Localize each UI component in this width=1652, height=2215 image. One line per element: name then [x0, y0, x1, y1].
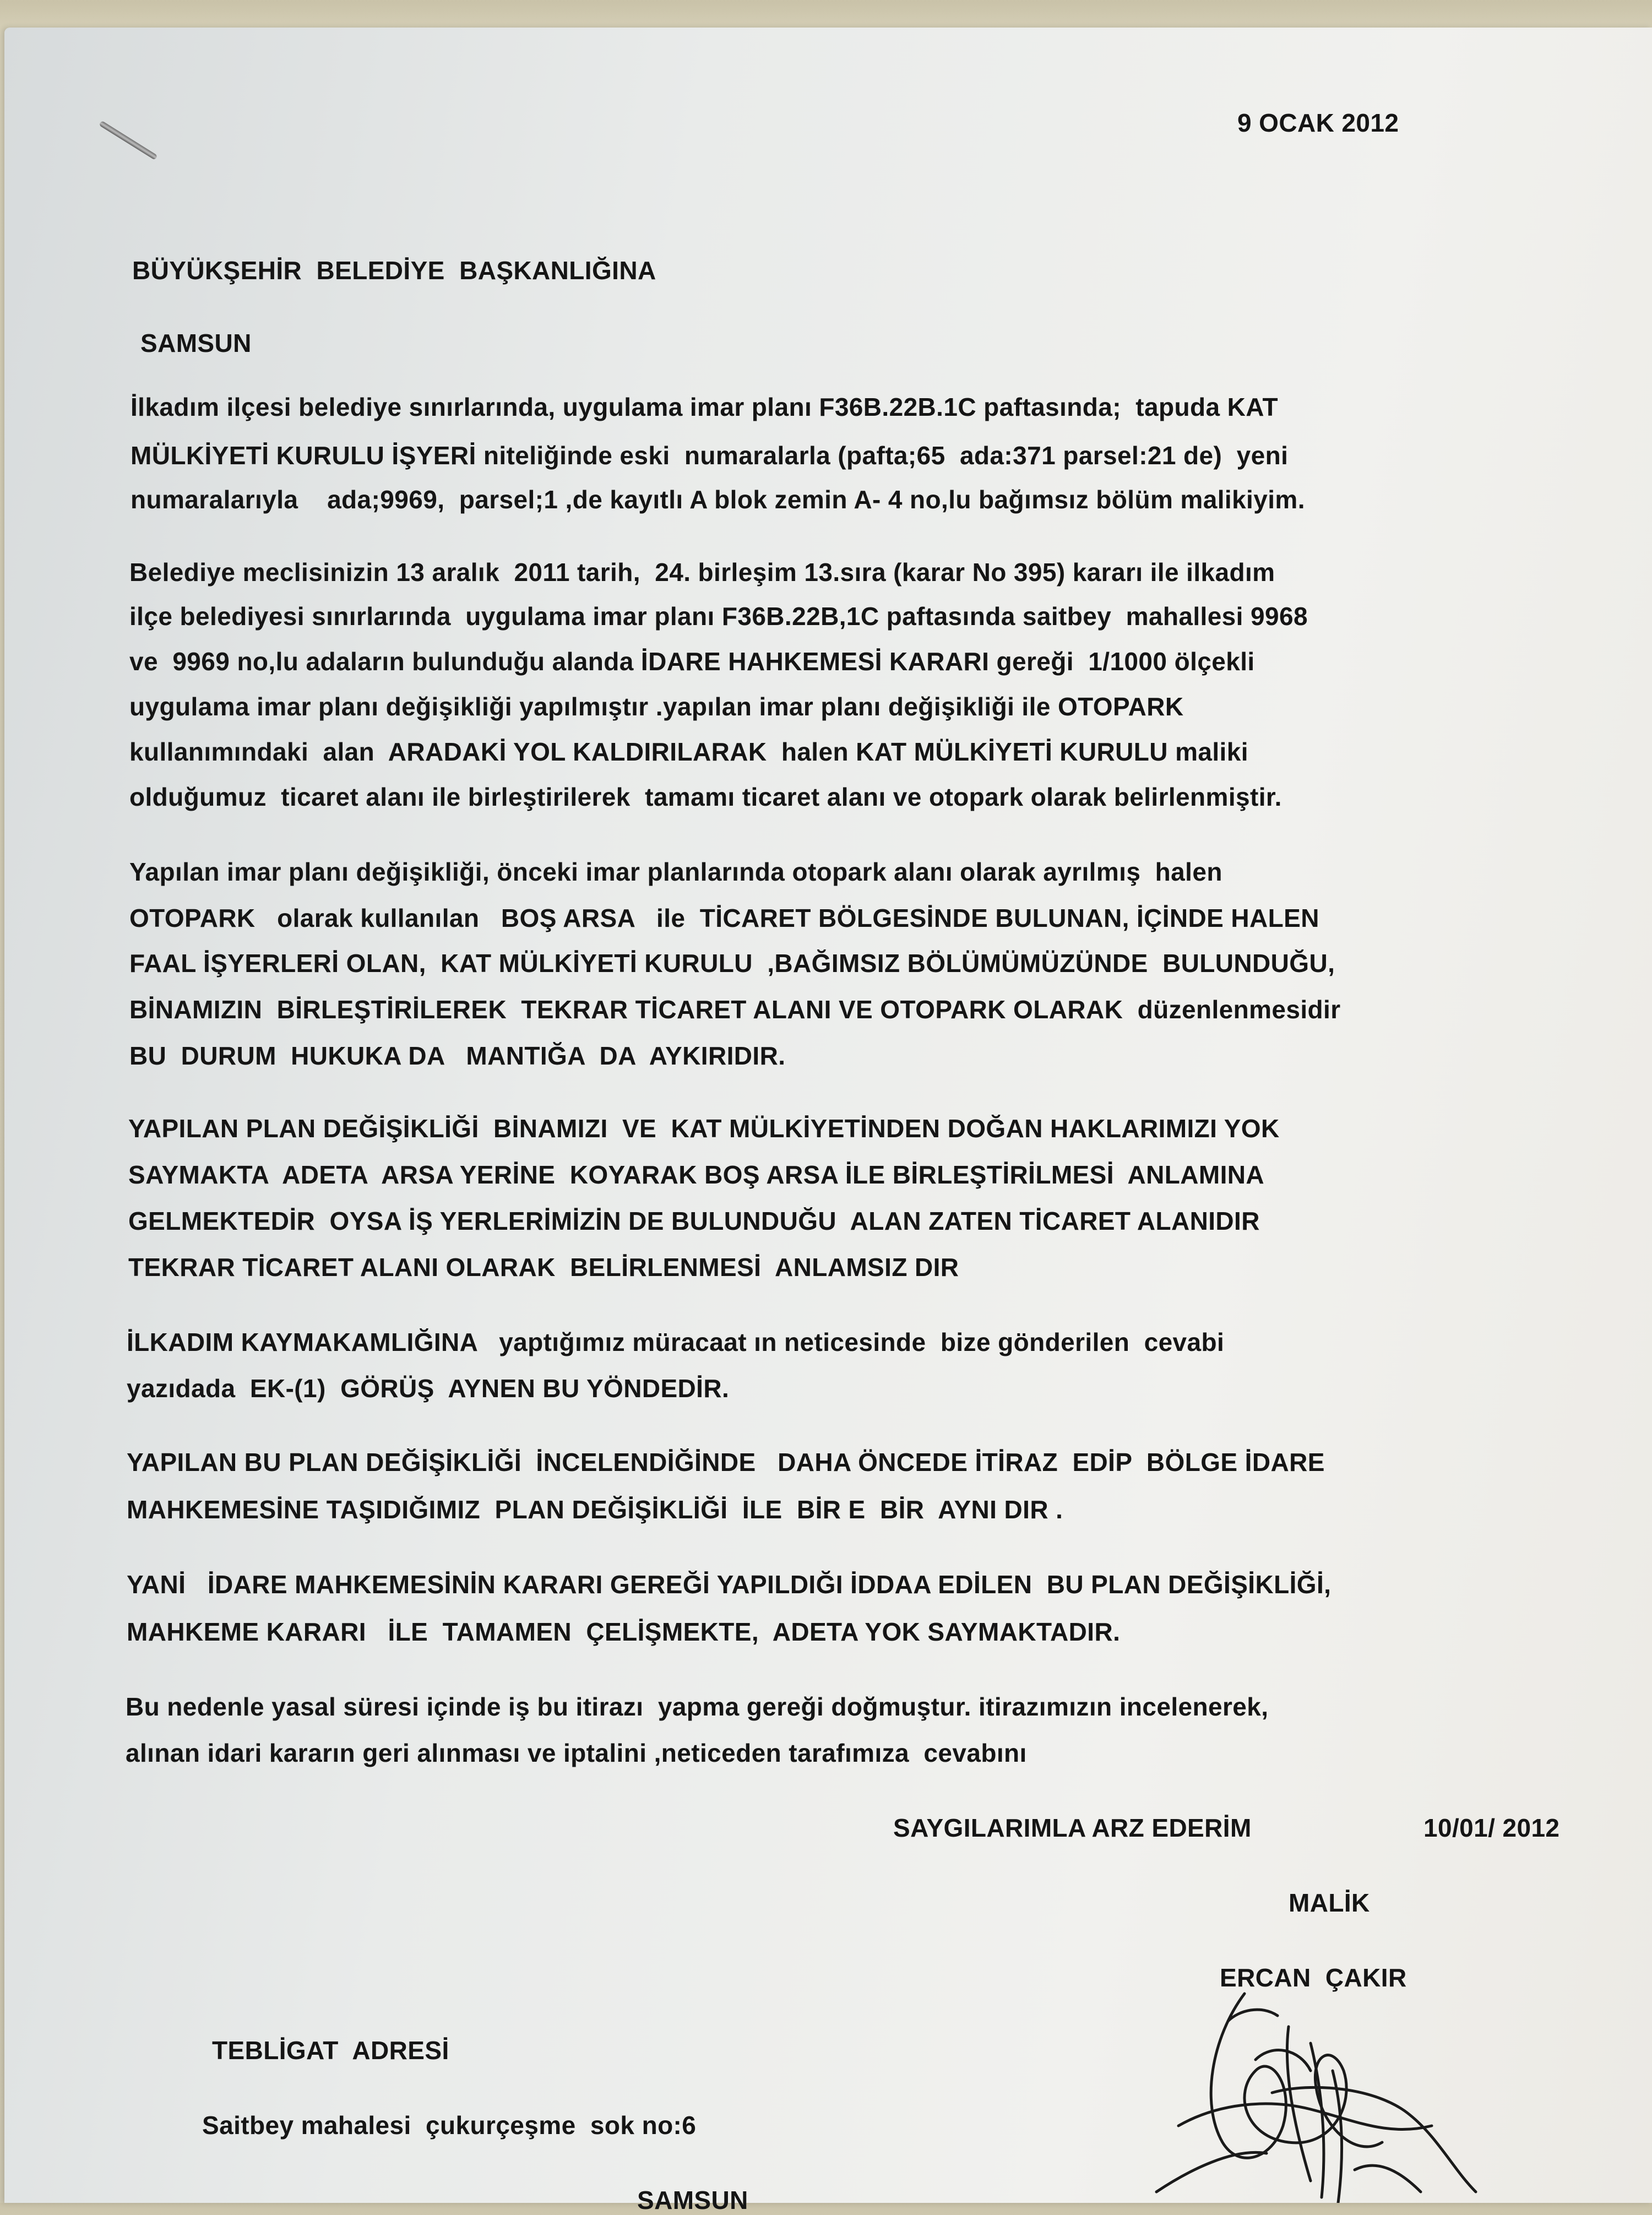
para3-line: BU DURUM HUKUKA DA MANTIĞA DA AYKIRIDIR. — [129, 1041, 786, 1070]
para5-line: yazıdada EK-(1) GÖRÜŞ AYNEN BU YÖNDEDİR. — [127, 1374, 730, 1403]
address-line: Saitbey mahalesi çukurçeşme sok no:6 — [202, 2111, 697, 2140]
para3-line: OTOPARK olarak kullanılan BOŞ ARSA ile TİCARET BÖLGESİNDE BULUNAN, İÇİNDE HALEN — [129, 904, 1319, 932]
para4-line: TEKRAR TİCARET ALANI OLARAK BELİRLENMESİ ANLAMSIZ DIR — [128, 1253, 959, 1282]
address-heading: TEBLİGAT ADRESİ — [212, 2036, 449, 2065]
para1-line: numaralarıyla ada;9969, parsel;1 ,de kayıtlı A blok zemin A- 4 no,lu bağımsız bölüm malikiyim. — [131, 485, 1305, 514]
address-city: SAMSUN — [637, 2186, 748, 2214]
para2-line: ilçe belediyesi sınırlarında uygulama imar planı F36B.22B,1C paftasında saitbey mahallesi 9968 — [129, 602, 1308, 631]
para4-line: YAPILAN PLAN DEĞİŞİKLİĞİ BİNAMIZI VE KAT MÜLKİYETİNDEN DOĞAN HAKLARIMIZI YOK — [128, 1114, 1280, 1143]
para4-line: SAYMAKTA ADETA ARSA YERİNE KOYARAK BOŞ ARSA İLE BİRLEŞTİRİLMESİ ANLAMINA — [128, 1160, 1265, 1189]
para6-line: MAHKEMESİNE TAŞIDIĞIMIZ PLAN DEĞİŞİKLİĞİ İLE BİR E BİR AYNI DIR . — [127, 1495, 1063, 1524]
closing-text: SAYGILARIMLA ARZ EDERİM — [893, 1814, 1252, 1842]
recipient-line-1: BÜYÜKŞEHİR BELEDİYE BAŞKANLIĞINA — [132, 256, 656, 285]
para2-line: uygulama imar planı değişikliği yapılmıştır .yapılan imar planı değişikliği ile OTOPARK — [129, 692, 1184, 721]
para8-line: alınan idari kararın geri alınması ve iptalini ,neticeden tarafımıza cevabını — [126, 1739, 1027, 1767]
para3-line: BİNAMIZIN BİRLEŞTİRİLEREK TEKRAR TİCARET ALANI VE OTOPARK OLARAK düzenlenmesidir — [129, 995, 1341, 1024]
para7-line: MAHKEME KARARI İLE TAMAMEN ÇELİŞMEKTE, ADETA YOK SAYMAKTADIR. — [127, 1617, 1121, 1646]
letter-date: 9 OCAK 2012 — [1237, 108, 1399, 137]
para2-line: olduğumuz ticaret alanı ile birleştirilerek tamamı ticaret alanı ve otopark olarak belirlenmiştir. — [129, 783, 1282, 811]
para1-line: MÜLKİYETİ KURULU İŞYERİ niteliğinde eski numaralarla (pafta;65 ada:371 parsel:21 de) yeni — [131, 441, 1289, 470]
owner-title: MALİK — [1289, 1888, 1370, 1917]
para2-line: Belediye meclisinizin 13 aralık 2011 tarih, 24. birleşim 13.sıra (karar No 395) kararı ile ilkadım — [129, 558, 1275, 587]
para4-line: GELMEKTEDİR OYSA İŞ YERLERİMİZİN DE BULUNDUĞU ALAN ZATEN TİCARET ALANIDIR — [128, 1207, 1260, 1235]
recipient-line-2: SAMSUN — [140, 329, 252, 357]
para3-line: Yapılan imar planı değişikliği, önceki imar planlarında otopark alanı olarak ayrılmış halen — [129, 857, 1222, 886]
para7-line: YANİ İDARE MAHKEMESİNİN KARARI GEREĞİ YAPILDIĞI İDDAA EDİLEN BU PLAN DEĞİŞİKLİĞİ, — [127, 1570, 1332, 1599]
para2-line: ve 9969 no,lu adaların bulunduğu alanda İDARE HAHKEMESİ KARARI gereği 1/1000 ölçekli — [129, 647, 1255, 676]
closing-date: 10/01/ 2012 — [1423, 1814, 1560, 1842]
para3-line: FAAL İŞYERLERİ OLAN, KAT MÜLKİYETİ KURULU ,BAĞIMSIZ BÖLÜMÜMÜZÜNDE BULUNDUĞU, — [129, 949, 1335, 978]
para8-line: Bu nedenle yasal süresi içinde iş bu itirazı yapma gereği doğmuştur. itirazımızın incelenerek, — [126, 1692, 1269, 1721]
signature-scribble — [1145, 1961, 1531, 2203]
para1-line: İlkadım ilçesi belediye sınırlarında, uygulama imar planı F36B.22B.1C paftasında; tapuda KAT — [131, 393, 1278, 421]
para2-line: kullanımındaki alan ARADAKİ YOL KALDIRILARAK halen KAT MÜLKİYETİ KURULU maliki — [129, 737, 1248, 766]
para5-line: İLKADIM KAYMAKAMLIĞINA yaptığımız müracaat ın neticesinde bize gönderilen cevabi — [127, 1328, 1225, 1356]
owner-name: ERCAN ÇAKIR — [1220, 1963, 1407, 1992]
para6-line: YAPILAN BU PLAN DEĞİŞİKLİĞİ İNCELENDİĞİNDE DAHA ÖNCEDE İTİRAZ EDİP BÖLGE İDARE — [127, 1448, 1325, 1476]
